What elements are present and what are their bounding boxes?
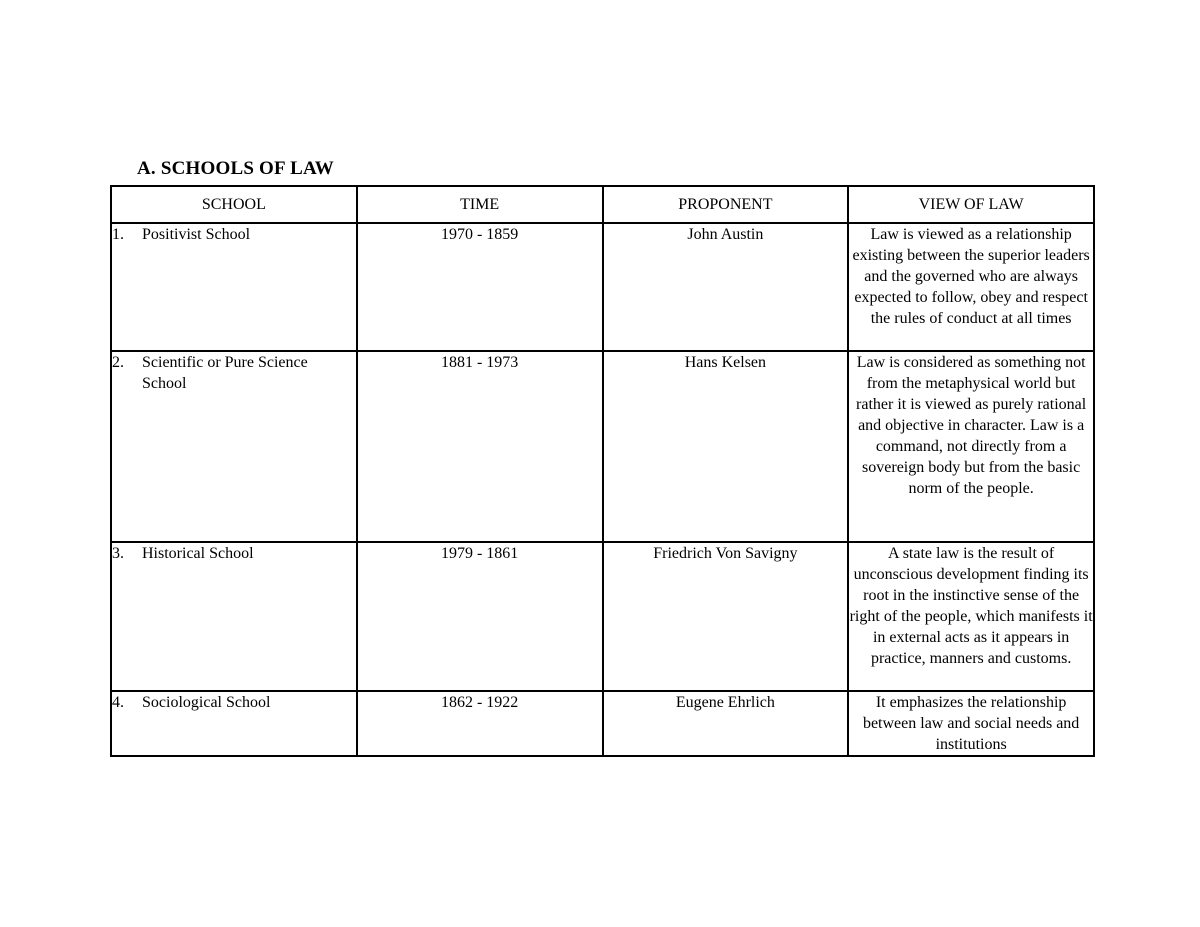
- row-number: 1.: [112, 226, 124, 243]
- table-row: [111, 691, 1094, 756]
- table-row: [111, 223, 1094, 351]
- proponent-cell: John Austin: [603, 223, 849, 351]
- proponent-cell: Hans Kelsen: [603, 351, 849, 542]
- table-header-row: [111, 186, 1094, 223]
- school-cell: [111, 542, 357, 691]
- header-time: TIME: [357, 186, 603, 223]
- header-proponent: PROPONENT: [603, 186, 849, 223]
- time-cell: 1881 - 1973: [357, 351, 603, 542]
- school-name: Historical School: [142, 545, 254, 562]
- time-cell: 1970 - 1859: [357, 223, 603, 351]
- school-cell: [111, 223, 357, 351]
- row-number: 3.: [112, 545, 124, 562]
- school-name: Sociological School: [142, 694, 271, 711]
- section-title: A. SCHOOLS OF LAW: [137, 158, 334, 179]
- header-view-of-law: VIEW OF LAW: [848, 186, 1094, 223]
- school-name: Scientific or Pure Science School: [142, 354, 308, 392]
- school-cell: [111, 351, 357, 542]
- row-number: 2.: [112, 354, 124, 371]
- table-row: [111, 542, 1094, 691]
- view-of-law-cell: It emphasizes the relationship between law and social needs and institutions: [848, 691, 1094, 756]
- time-cell: 1862 - 1922: [357, 691, 603, 756]
- schools-of-law-table: [110, 185, 1095, 757]
- header-school: SCHOOL: [111, 186, 357, 223]
- school-name: Positivist School: [142, 226, 251, 243]
- view-of-law-cell: Law is viewed as a relationship existing between the superior leaders and the governed who are always expected to follow, obey and respect the rules of conduct at all times: [848, 223, 1094, 351]
- row-number: 4.: [112, 694, 124, 711]
- time-cell: 1979 - 1861: [357, 542, 603, 691]
- proponent-cell: Eugene Ehrlich: [603, 691, 849, 756]
- table-row: [111, 351, 1094, 542]
- proponent-cell: Friedrich Von Savigny: [603, 542, 849, 691]
- view-of-law-cell: Law is considered as something not from the metaphysical world but rather it is viewed as purely rational and objective in character. Law is a command, not directly from a sovereign body but from the basic norm of the people.: [848, 351, 1094, 542]
- school-cell: [111, 691, 357, 756]
- view-of-law-cell: A state law is the result of unconscious development finding its root in the instinctive sense of the right of the people, which manifests it in external acts as it appears in practice, manners and customs.: [848, 542, 1094, 691]
